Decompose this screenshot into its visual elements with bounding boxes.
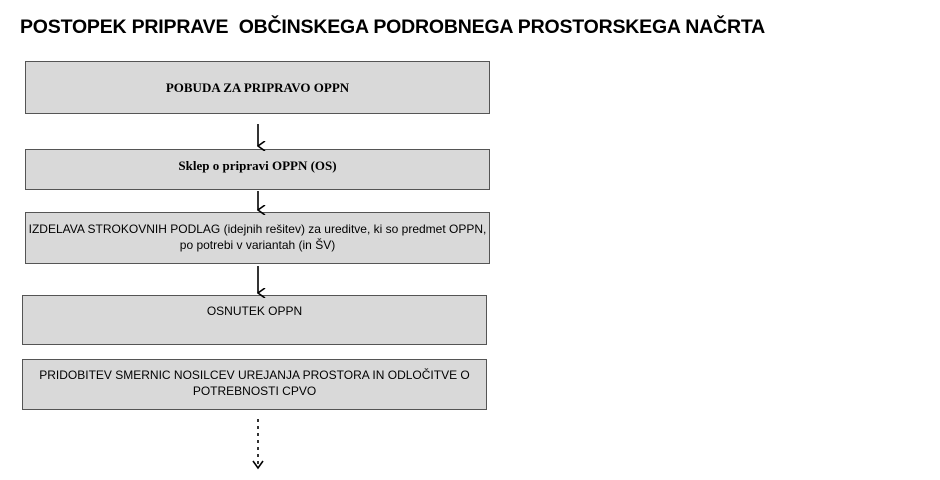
flow-step-label: Sklep o pripravi OPPN (OS) (178, 158, 337, 173)
dashed-arrow-down-icon (253, 419, 263, 468)
flow-step-label: IZDELAVA STROKOVNIH PODLAG (idejnih rešitev) za ureditve, ki so predmet OPPN, po potrebi v variantah (in ŠV) (28, 222, 487, 252)
page-title: POSTOPEK PRIPRAVE OBČINSKEGA PODROBNEGA PROSTORSKEGA NAČRTA (20, 16, 765, 38)
flow-step-label: POBUDA ZA PRIPRAVO OPPN (165, 79, 350, 95)
flow-step-label: OSNUTEK OPPN (206, 304, 303, 318)
flow-step-label: PRIDOBITEV SMERNIC NOSILCEV UREJANJA PROSTORA IN ODLOČITVE O POTREBNOSTI CPVO (39, 368, 470, 398)
